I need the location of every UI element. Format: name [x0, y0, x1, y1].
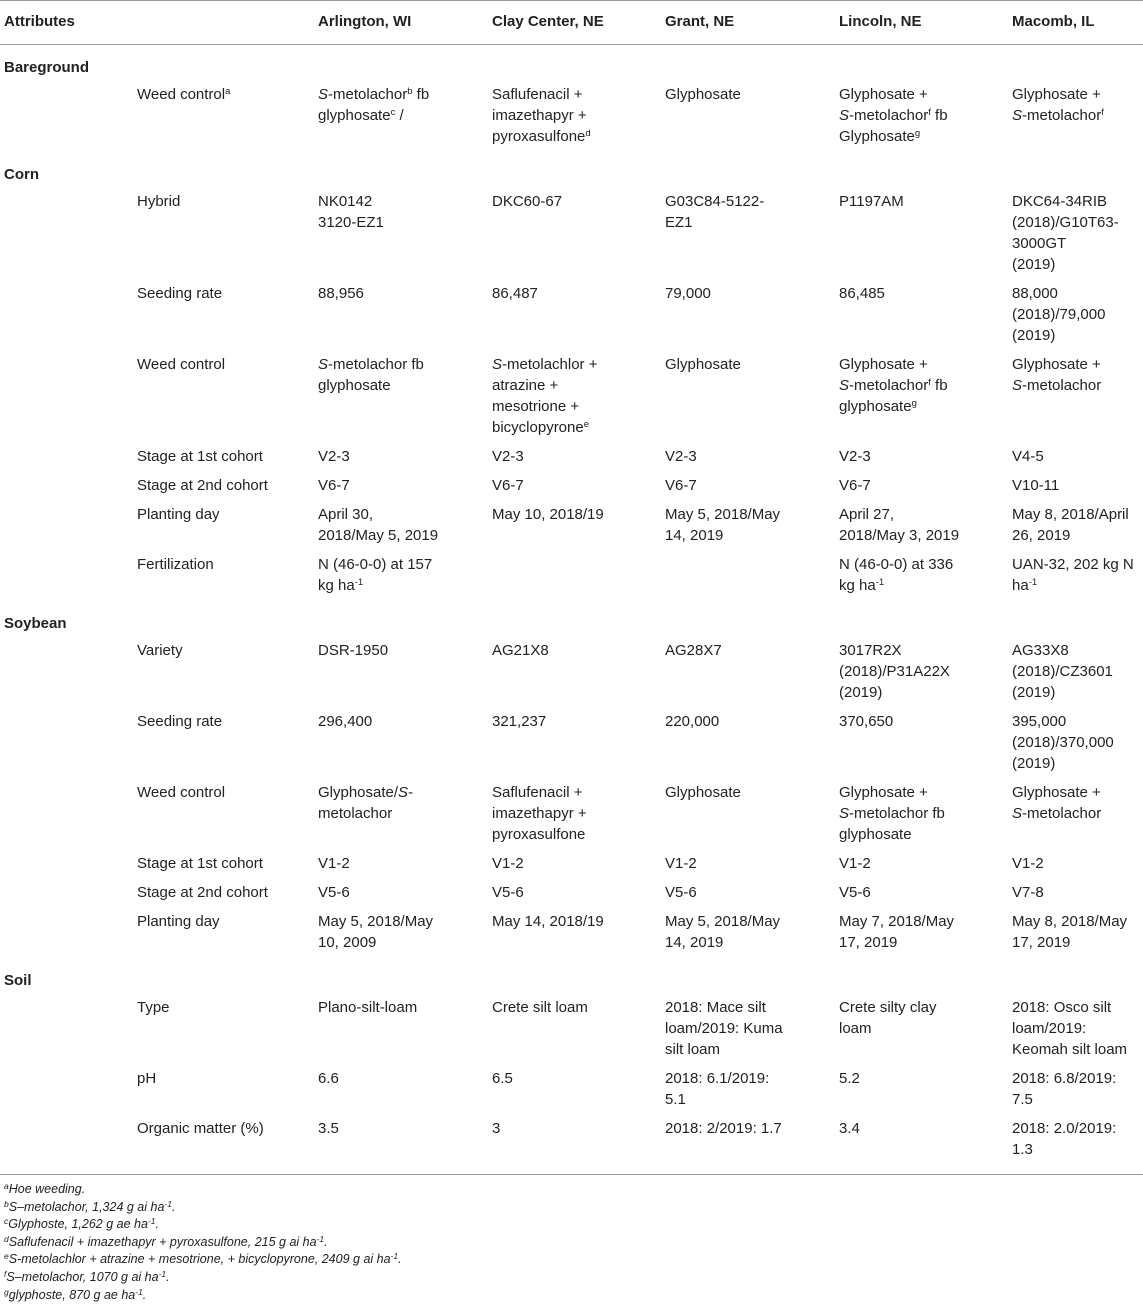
superscript-mark: a [4, 1181, 9, 1191]
cell-clay-center: Saflufenacil + imazethapyr + pyroxasulfone [492, 784, 587, 843]
cell-arlington: 3.5 [318, 1120, 339, 1137]
table-row [0, 443, 1143, 472]
cell-clay-center: DKC60-67 [492, 193, 563, 210]
cell-arlington: Glyphosate/S- metolachor [318, 784, 414, 822]
indent-cell [0, 280, 137, 351]
table-row [0, 551, 1143, 601]
italic-text: S [1012, 377, 1023, 394]
cell-macomb: DKC64-34RIB (2018)/G10T63- 3000GT (2019) [1012, 193, 1119, 273]
superscript-mark: -1 [1028, 577, 1038, 588]
row-label: Weed control [137, 784, 226, 801]
cell-macomb: AG33X8 (2018)/CZ3601 (2019) [1012, 642, 1113, 701]
cell-grant: Glyphosate [665, 86, 741, 103]
indent-cell [0, 443, 137, 472]
cell-arlington: V5-6 [318, 884, 350, 901]
section-title: Corn [4, 166, 39, 183]
cell-arlington: N (46-0-0) at 157 kg $ha^{-1}$ [318, 556, 433, 594]
cell-lincoln: Glyphosate + S-metolachor fb glyphosate [839, 784, 945, 843]
cell-clay-center: 6.5 [492, 1070, 513, 1087]
cell-lincoln: Glyphosate + S-metolachor$^f$ fb glyphosate$^g$ [839, 356, 948, 415]
cell-macomb: V10-11 [1012, 477, 1060, 494]
table-row [0, 188, 1143, 280]
footnote: $^g$glyphoste, 870 g ae $ha^{-1}$. [4, 1286, 147, 1302]
cell-arlington: May 5, 2018/May 10, 2009 [318, 913, 434, 951]
row-label: Planting day [137, 506, 220, 523]
section-row [0, 45, 1143, 82]
table-row [0, 501, 1143, 551]
cell-clay-center: May 10, 2018/19 [492, 506, 604, 523]
cell-clay-center: Saflufenacil + imazethapyr + pyroxasulfone$^d$ [492, 86, 591, 145]
row-label: Stage at 2nd cohort [137, 884, 268, 901]
cell-grant: May 5, 2018/May 14, 2019 [665, 506, 781, 544]
row-label: Seeding rate [137, 285, 223, 302]
row-label: Stage at 2nd cohort [137, 477, 268, 494]
table-row [0, 850, 1143, 879]
header-grant: Grant, NE [665, 13, 735, 30]
superscript-mark: a [225, 86, 231, 97]
cell-macomb: 88,000 (2018)/79,000 (2019) [1012, 285, 1106, 344]
cell-macomb: 2018: 6.8/2019: 7.5 [1012, 1070, 1117, 1108]
cell-arlington: S-metolachor$^b$ fb glyphosate$^c$ / [318, 86, 430, 124]
italic-text: S [492, 356, 503, 373]
section-row [0, 958, 1143, 994]
italic-text: S [839, 805, 850, 822]
superscript-mark: c [390, 107, 396, 118]
table-row [0, 908, 1143, 958]
superscript-mark: e [4, 1251, 9, 1262]
superscript-mark: f [4, 1268, 7, 1279]
indent-cell [0, 81, 137, 152]
row-label: Hybrid [137, 193, 181, 210]
cell-arlington: Plano-silt-loam [318, 999, 418, 1016]
cell-arlington: DSR-1950 [318, 642, 389, 659]
superscript-mark: -1 [147, 1216, 156, 1227]
table-row [0, 280, 1143, 351]
cell-lincoln: 3.4 [839, 1120, 860, 1137]
row-label: Weed control [137, 356, 226, 373]
cell-arlington: 88,956 [318, 285, 364, 302]
cell-clay-center: 3 [492, 1120, 501, 1137]
cell-macomb: Glyphosate + S-metolachor$^f$ [1012, 86, 1104, 124]
cell-macomb: Glyphosate + S-metolachor [1012, 784, 1102, 822]
cell-clay-center: V6-7 [492, 477, 524, 494]
row-label: Seeding rate [137, 713, 223, 730]
cell-grant: V5-6 [665, 884, 697, 901]
row-label: Fertilization [137, 556, 214, 573]
indent-cell [0, 708, 137, 779]
italic-text: S [318, 356, 329, 373]
row-label: Weed control$^a$ [137, 86, 231, 103]
table-row [0, 472, 1143, 501]
cell-macomb: 2018: 2.0/2019: 1.3 [1012, 1120, 1117, 1158]
cell-lincoln: N (46-0-0) at 336 kg $ha^{-1}$ [839, 556, 954, 594]
section-title: Soybean [4, 615, 67, 632]
cell-lincoln: Glyphosate + S-metolachor$^f$ fb Glyphosate$^g$ [839, 86, 948, 145]
superscript-mark: b [4, 1198, 9, 1209]
cell-lincoln: V1-2 [839, 855, 871, 872]
superscript-mark: g [4, 1286, 9, 1297]
indent-cell [0, 850, 137, 879]
cell-macomb: UAN-32, 202 kg N $ha^{-1}$ [1012, 556, 1134, 594]
footnote: $^a$Hoe weeding. [4, 1181, 86, 1196]
indent-cell [0, 994, 137, 1065]
cell-grant: May 5, 2018/May 14, 2019 [665, 913, 781, 951]
table-row [0, 637, 1143, 708]
cell-grant: Glyphosate [665, 356, 741, 373]
table-row [0, 708, 1143, 779]
section-row [0, 152, 1143, 188]
cell-grant: V1-2 [665, 855, 697, 872]
italic-text: S [398, 784, 409, 801]
cell-macomb: V4-5 [1012, 448, 1044, 465]
superscript-mark: -1 [164, 1198, 172, 1209]
cell-clay-center: V5-6 [492, 884, 524, 901]
cell-lincoln: V6-7 [839, 477, 871, 494]
header-blank [137, 1, 318, 45]
row-label: Organic matter (%) [137, 1120, 264, 1137]
cell-clay-center: S-metolachlor + atrazine + mesotrione + bicyclopyrone$^e$ [492, 356, 598, 436]
indent-cell [0, 188, 137, 280]
header-lincoln: Lincoln, NE [839, 13, 922, 30]
row-label: Variety [137, 642, 183, 659]
header-row [0, 1, 1143, 45]
cell-grant: V2-3 [665, 448, 697, 465]
cell-grant: AG28X7 [665, 642, 722, 659]
section-row [0, 601, 1143, 637]
cell-grant: 2018: 2/2019: 1.7 [665, 1120, 782, 1137]
header-attributes: Attributes [4, 13, 75, 30]
cell-clay-center: 86,487 [492, 285, 538, 302]
footnote: $^d$Saflufenacil + imazethapyr + pyroxasulfone, 215 g ai $ha^{-1}$. [4, 1233, 328, 1249]
cell-arlington: 6.6 [318, 1070, 339, 1087]
cell-arlington: NK0142 3120-EZ1 [318, 193, 384, 231]
indent-cell [0, 879, 137, 908]
cell-clay-center: V1-2 [492, 855, 524, 872]
cell-macomb: V1-2 [1012, 855, 1044, 872]
header-clay-center: Clay Center, NE [492, 13, 604, 30]
superscript-mark: -1 [135, 1286, 143, 1297]
table-body [0, 45, 1143, 1175]
superscript-mark: g [911, 398, 917, 409]
footnote: $^c$Glyphoste, 1,262 g ae $ha^{-1}$. [4, 1216, 159, 1232]
cell-macomb: V7-8 [1012, 884, 1044, 901]
italic-text: S [1012, 107, 1023, 124]
superscript-mark: f [928, 377, 931, 388]
indent-cell [0, 637, 137, 708]
table-row [0, 779, 1143, 850]
section-title: Soil [4, 972, 32, 989]
indent-cell [0, 908, 137, 958]
section-title: Bareground [4, 59, 90, 76]
superscript-mark: -1 [354, 577, 364, 588]
cell-macomb: 2018: Osco silt loam/2019: Keomah silt loam [1012, 999, 1128, 1058]
superscript-mark: -1 [390, 1251, 399, 1262]
cell-lincoln: 3017R2X (2018)/P31A22X (2019) [839, 642, 950, 701]
cell-grant: Glyphosate [665, 784, 741, 801]
indent-cell [0, 351, 137, 443]
italic-text: S [318, 86, 329, 103]
cell-arlington: April 30, 2018/May 5, 2019 [318, 506, 439, 544]
table-row [0, 879, 1143, 908]
cell-arlington: V1-2 [318, 855, 350, 872]
row-label: pH [137, 1070, 157, 1087]
cell-grant: 220,000 [665, 713, 720, 730]
superscript-mark: -1 [158, 1268, 167, 1279]
italic-text: S [839, 107, 850, 124]
cell-arlington: 296,400 [318, 713, 373, 730]
superscript-mark: e [583, 419, 590, 430]
cell-clay-center: Crete silt loam [492, 999, 588, 1016]
superscript-mark: b [407, 86, 413, 97]
table-row [0, 1115, 1143, 1175]
superscript-mark: c [4, 1216, 9, 1227]
superscript-mark: d [585, 128, 591, 139]
cell-macomb: 395,000 (2018)/370,000 (2019) [1012, 713, 1114, 772]
cell-lincoln: 370,650 [839, 713, 894, 730]
cell-clay-center: 321,237 [492, 713, 547, 730]
cell-macomb: May 8, 2018/April 26, 2019 [1012, 506, 1129, 544]
indent-cell [0, 779, 137, 850]
table-row [0, 1065, 1143, 1115]
cell-grant: 79,000 [665, 285, 711, 302]
cell-arlington: V6-7 [318, 477, 350, 494]
row-label: Planting day [137, 913, 220, 930]
superscript-mark: -1 [875, 577, 885, 588]
italic-text: S [839, 377, 850, 394]
indent-cell [0, 551, 137, 601]
row-label: Stage at 1st cohort [137, 448, 263, 465]
cell-lincoln: 5.2 [839, 1070, 860, 1087]
indent-cell [0, 501, 137, 551]
cell-grant: 2018: 6.1/2019: 5.1 [665, 1070, 770, 1108]
indent-cell [0, 1065, 137, 1115]
superscript-mark: g [914, 128, 921, 139]
cell-macomb: Glyphosate + S-metolachor [1012, 356, 1102, 394]
indent-cell [0, 1115, 137, 1175]
cell-grant: V6-7 [665, 477, 697, 494]
cell-clay-center [492, 551, 665, 601]
cell-lincoln: April 27, 2018/May 3, 2019 [839, 506, 960, 544]
table-row [0, 351, 1143, 443]
header-macomb: Macomb, IL [1012, 13, 1095, 30]
table-row [0, 81, 1143, 152]
cell-clay-center: May 14, 2018/19 [492, 913, 604, 930]
cell-lincoln: 86,485 [839, 285, 885, 302]
italic-text: S [1012, 805, 1023, 822]
row-label: Stage at 1st cohort [137, 855, 263, 872]
footnote: $^b$S–metolachor, 1,324 g ai $ha^{-1}$. [4, 1198, 176, 1214]
table-row [0, 994, 1143, 1065]
cell-lincoln: May 7, 2018/May 17, 2019 [839, 913, 955, 951]
cell-grant [665, 551, 839, 601]
cell-lincoln: P1197AM [839, 193, 904, 210]
cell-arlington: S-metolachor fb glyphosate [318, 356, 424, 394]
cell-lincoln: V5-6 [839, 884, 871, 901]
cell-arlington: V2-3 [318, 448, 350, 465]
cell-grant: 2018: Mace silt loam/2019: Kuma silt loam [665, 999, 783, 1058]
footnote: $^e$S-metolachlor + atrazine + mesotrione, + bicyclopyrone, 2409 g ai $ha^{-1}$. [4, 1251, 402, 1267]
cell-clay-center: AG21X8 [492, 642, 549, 659]
header-arlington: Arlington, WI [318, 13, 412, 30]
superscript-mark: -1 [316, 1233, 325, 1244]
cell-clay-center: V2-3 [492, 448, 524, 465]
cell-grant: G03C84-5122- EZ1 [665, 193, 765, 231]
superscript-mark: d [4, 1233, 9, 1244]
indent-cell [0, 472, 137, 501]
row-label: Type [137, 999, 170, 1016]
superscript-mark: f [928, 107, 931, 118]
cell-lincoln: Crete silty clay loam [839, 999, 937, 1037]
cell-macomb: May 8, 2018/May 17, 2019 [1012, 913, 1128, 951]
footnote: $^f$S–metolachor, 1070 g ai $ha^{-1}$. [4, 1268, 170, 1284]
superscript-mark: f [1101, 107, 1104, 118]
cell-lincoln: V2-3 [839, 448, 871, 465]
footnotes [0, 1175, 1143, 1304]
